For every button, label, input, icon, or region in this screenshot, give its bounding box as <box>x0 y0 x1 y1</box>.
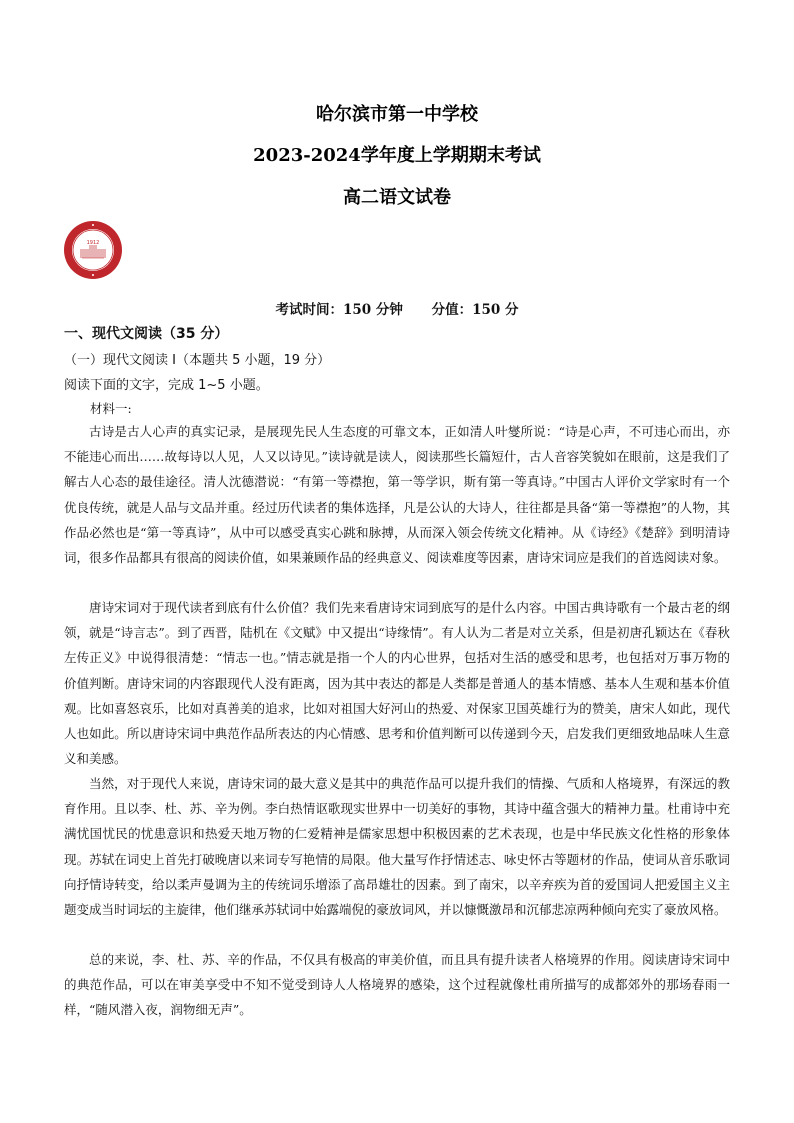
paragraph-4: 总的来说，李、杜、苏、辛的作品，不仅具有极高的审美价值，而且具有提升读者人格境界的作用。阅读唐诗宋词中的典范作品，可以在审美享受中不知不觉受到诗人人格境界的感染，这个过程就像杜甫所描写的成都郊外的那场春雨一样，“随风潜入夜，润物细无声”。 <box>64 952 730 1018</box>
exam-score: 分值：150 分 <box>431 302 519 318</box>
exam-meta <box>0 298 794 318</box>
exam-term-title: 2023-2024学年度上学期期末考试 <box>253 145 541 166</box>
reading-instruction: 阅读下面的文字，完成 1~5 小题。 <box>64 378 269 393</box>
material-label: 材料一: <box>90 401 132 416</box>
school-logo <box>62 219 124 281</box>
section-subtitle: （一）现代文阅读 I（本题共 5 小题，19 分） <box>64 353 331 368</box>
school-name: 哈尔滨市第一中学校 <box>316 104 478 125</box>
section-title: 一、现代文阅读（35 分） <box>64 326 229 342</box>
paragraph-3: 当然，对于现代人来说，唐诗宋词的最大意义是其中的典范作品可以提升我们的情操、气质和人格境界，有深远的教育作用。且以李、杜、苏、辛为例。李白热情讴歌现实世界中一切美好的事物，其诗中蕴含强大的精神力量。杜甫诗中充满忧国忧民的忧患意识和热爱天地万物的仁爱精神是儒家思想中积极因素的艺术表现，也是中华民族文化性格的形象体现。苏轼在词史上首先打破晚唐以来词专写艳情的局限。他大量写作抒情述志、咏史怀古等题材的作品，使词从音乐歌词向抒情诗转变，给以柔声曼调为主的传统词乐增添了高昂雄壮的因素。到了南宋，以辛弃疾为首的爱国词人把爱国主义主题变成当时词坛的主旋律，他们继承苏轼词中始露端倪的豪放词风，并以慷慨激昂和沉郁悲凉两种倾向充实了豪放风格。 <box>64 776 730 918</box>
logo-year: 1912 <box>86 240 100 246</box>
paper-title: 高二语文试卷 <box>343 187 451 208</box>
exam-time: 考试时间：150 分钟 <box>275 302 403 318</box>
paragraph-1: 古诗是古人心声的真实记录，是展现先民人生态度的可靠文本，正如清人叶燮所说：“诗是心声，不可违心而出，亦不能违心而出……故每诗以人见，人又以诗见。”读诗就是读人，阅读那些长篇短什，古人音容笑貌如在眼前，这是我们了解古人心态的最佳途径。清人沈德潜说：“有第一等襟抱，第一等学识，斯有第一等真诗。”中国古人评价文学家时有一个优良传统，就是人品与文品并重。经过历代读者的集体选择，凡是公认的大诗人，往往都是具备“第一等襟抱”的人物，其作品必然也是“第一等真诗”，从中可以感受真实心跳和脉搏，从而深入领会传统文化精神。从《诗经》《楚辞》到明清诗词，很多作品都具有很高的阅读价值，如果兼顾作品的经典意义、阅读难度等因素，唐诗宋词应是我们的首选阅读对象。 <box>64 424 730 566</box>
school-seal-icon <box>62 219 124 281</box>
paragraph-2: 唐诗宋词对于现代读者到底有什么价值？我们先来看唐诗宋词到底写的是什么内容。中国古典诗歌有一个最古老的纲领，就是“诗言志”。到了西晋，陆机在《文赋》中又提出“诗缘情”。有人认为二者是对立关系，但是初唐孔颖达在《春秋左传正义》中说得很清楚：“情志一也。”情志就是指一个人的内心世界，包括对生活的感受和思考，也包括对万事万物的价值判断。唐诗宋词的内容跟现代人没有距离，因为其中表达的都是人类都是普通人的基本情感、基本人生观和基本价值观。比如喜怒哀乐，比如对真善美的追求，比如对祖国大好河山的热爱、对保家卫国英雄行为的赞美，唐宋人如此，现代人也如此。所以唐诗宋词中典范作品所表达的内心情感、思考和价值判断可以传递到今天，启发我们更细致地品味人生意义和美感。 <box>64 600 730 767</box>
